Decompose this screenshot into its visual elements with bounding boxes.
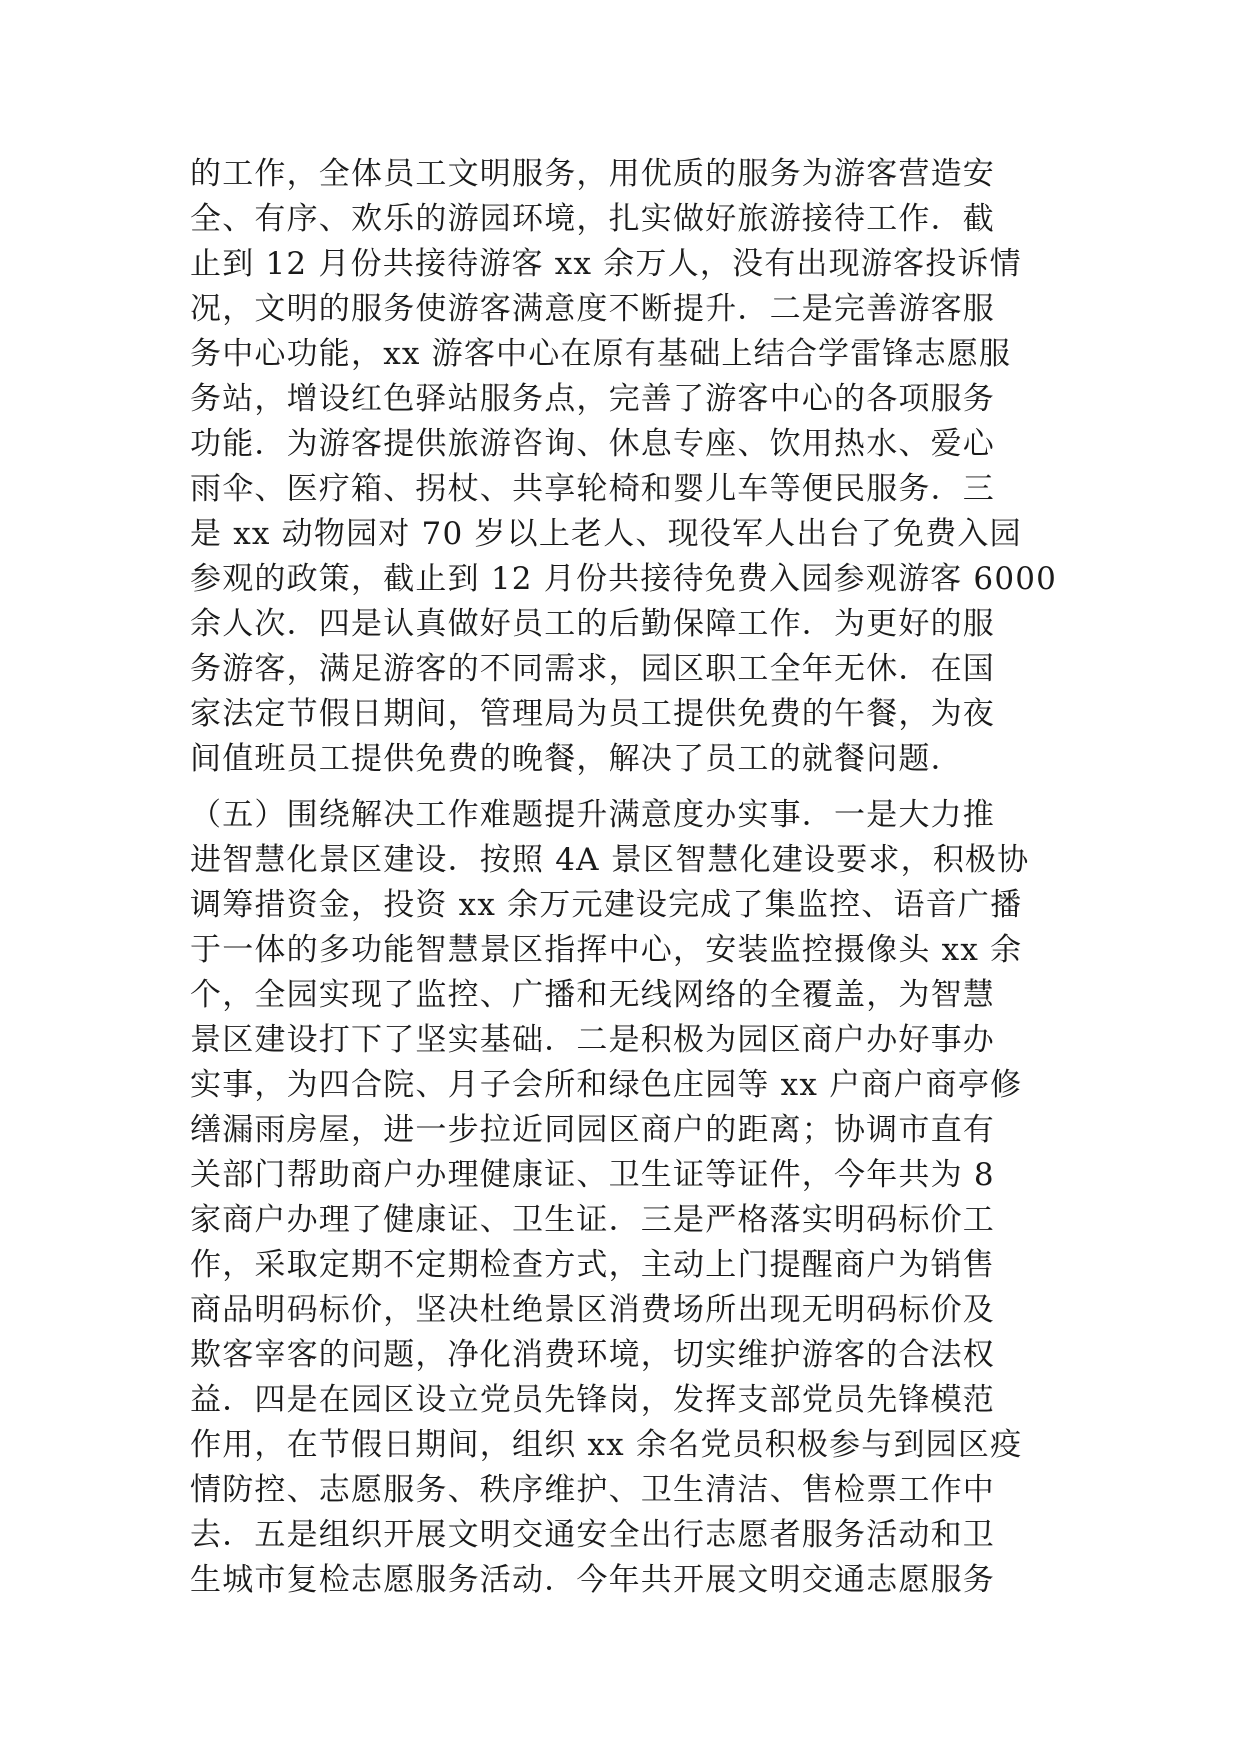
text-line: 商品明码标价，坚决杜绝景区消费场所出现无明码标价及 <box>190 1292 995 1328</box>
text-line: 参观的政策，截止到 12 月份共接待免费入园参观游客 6000 <box>190 561 1058 597</box>
text-line: 雨伞、医疗箱、拐杖、共享轮椅和婴儿车等便民服务．三 <box>190 471 995 507</box>
text-line: 家法定节假日期间，管理局为员工提供免费的午餐，为夜 <box>190 696 995 732</box>
text-line: 实事，为四合院、月子会所和绿色庄园等 xx 户商户商亭修 <box>190 1067 1023 1103</box>
text-line: 去．五是组织开展文明交通安全出行志愿者服务活动和卫 <box>190 1517 995 1553</box>
text-line: 欺客宰客的问题，净化消费环境，切实维护游客的合法权 <box>190 1337 995 1373</box>
text-line: 功能．为游客提供旅游咨询、休息专座、饮用热水、爱心 <box>190 426 995 462</box>
text-line: 进智慧化景区建设．按照 4A 景区智慧化建设要求，积极协 <box>190 842 1030 878</box>
text-line: 全、有序、欢乐的游园环境，扎实做好旅游接待工作．截 <box>190 201 995 237</box>
text-line: 是 xx 动物园对 70 岁以上老人、现役军人出台了免费入园 <box>190 516 1022 552</box>
text-line: 调筹措资金，投资 xx 余万元建设完成了集监控、语音广播 <box>190 887 1023 923</box>
text-line: 间值班员工提供免费的晚餐，解决了员工的就餐问题． <box>190 741 963 777</box>
text-line: 缮漏雨房屋，进一步拉近同园区商户的距离；协调市直有 <box>190 1112 995 1148</box>
paragraph-visitor-service <box>190 152 1065 782</box>
text-line: 作用，在节假日期间，组织 xx 余名党员积极参与到园区疫 <box>190 1427 1023 1463</box>
text-line: 关部门帮助商户办理健康证、卫生证等证件，今年共为 8 <box>190 1157 995 1193</box>
text-line: 余人次．四是认真做好员工的后勤保障工作．为更好的服 <box>190 606 995 642</box>
text-line: 生城市复检志愿服务活动．今年共开展文明交通志愿服务 <box>190 1562 995 1598</box>
text-line: 务中心功能，xx 游客中心在原有基础上结合学雷锋志愿服 <box>190 336 1012 372</box>
text-line: 的工作，全体员工文明服务，用优质的服务为游客营造安 <box>190 156 995 192</box>
text-line: 益．四是在园区设立党员先锋岗，发挥支部党员先锋模范 <box>190 1382 995 1418</box>
text-line: 务游客，满足游客的不同需求，园区职工全年无休．在国 <box>190 651 995 687</box>
text-line: 情防控、志愿服务、秩序维护、卫生清洁、售检票工作中 <box>190 1472 995 1508</box>
paragraph-section-five <box>190 793 1065 1603</box>
text-line: 于一体的多功能智慧景区指挥中心，安装监控摄像头 xx 余 <box>190 932 1023 968</box>
text-line: 作，采取定期不定期检查方式，主动上门提醒商户为销售 <box>190 1247 995 1283</box>
text-line: （五）围绕解决工作难题提升满意度办实事．一是大力推 <box>190 797 995 833</box>
text-line: 景区建设打下了坚实基础．二是积极为园区商户办好事办 <box>190 1022 995 1058</box>
text-line: 家商户办理了健康证、卫生证．三是严格落实明码标价工 <box>190 1202 995 1238</box>
text-line: 个，全园实现了监控、广播和无线网络的全覆盖，为智慧 <box>190 977 995 1013</box>
text-line: 况，文明的服务使游客满意度不断提升．二是完善游客服 <box>190 291 995 327</box>
text-line: 务站，增设红色驿站服务点，完善了游客中心的各项服务 <box>190 381 995 417</box>
text-line: 止到 12 月份共接待游客 xx 余万人，没有出现游客投诉情 <box>190 246 1022 282</box>
